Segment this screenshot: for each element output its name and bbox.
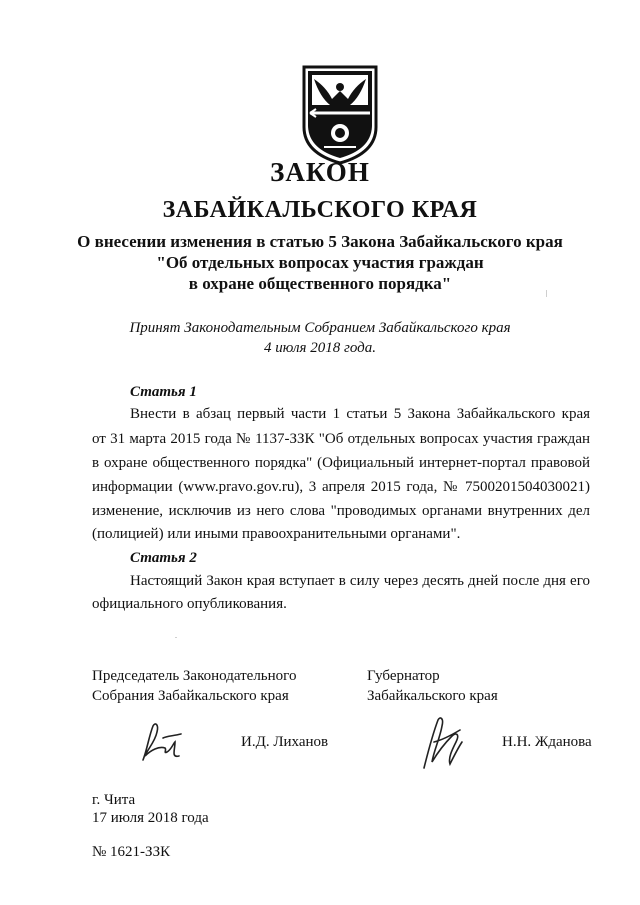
coat-of-arms-emblem bbox=[302, 65, 378, 165]
scan-artifact bbox=[175, 637, 177, 638]
document-type-title: ЗАКОН bbox=[270, 157, 370, 187]
article-1-line: Внести в абзац первый части 1 статьи 5 Закона Забайкальского края bbox=[130, 406, 590, 422]
article-1-heading: Статья 1 bbox=[130, 384, 197, 400]
city: г. Чита bbox=[92, 792, 136, 808]
scan-artifact bbox=[546, 290, 547, 297]
law-subtitle-line: О внесении изменения в статью 5 Закона Забайкальского края bbox=[77, 232, 563, 251]
article-1-line: (полицией) или иными правоохранительными органами". bbox=[92, 526, 461, 542]
right-signatory-name: Н.Н. Жданова bbox=[502, 734, 592, 750]
left-signatory-title: Председатель Законодательного bbox=[92, 668, 297, 684]
right-signatory-title: Забайкальского края bbox=[367, 688, 498, 704]
article-1-line: от 31 марта 2015 года № 1137-ЗЗК "Об отдельных вопросах участия граждан bbox=[92, 431, 590, 447]
law-subtitle-line: в охране общественного порядка" bbox=[188, 274, 452, 293]
article-2-line: официального опубликования. bbox=[92, 596, 287, 612]
region-title: ЗАБАЙКАЛЬСКОГО КРАЯ bbox=[162, 197, 478, 223]
left-signatory-name: И.Д. Лиханов bbox=[241, 734, 329, 750]
law-number: № 1621-ЗЗК bbox=[92, 844, 171, 860]
article-1-line: информации (www.pravo.gov.ru), 3 апреля 2015 года, № 7500201504030021) bbox=[92, 479, 590, 495]
right-handwritten-signature bbox=[414, 712, 466, 774]
adoption-date-line: 4 июля 2018 года. bbox=[264, 340, 376, 356]
signing-date: 17 июля 2018 года bbox=[92, 810, 209, 826]
adoption-note-line: Принят Законодательным Собранием Забайкальского края bbox=[129, 320, 511, 336]
left-handwritten-signature bbox=[137, 720, 185, 766]
law-subtitle-line: "Об отдельных вопросах участия граждан bbox=[156, 253, 484, 272]
right-signatory-title: Губернатор bbox=[367, 668, 440, 684]
article-2-heading: Статья 2 bbox=[130, 550, 197, 566]
article-1-line: в охране общественного порядка" (Официальный интернет-портал правовой bbox=[92, 455, 590, 471]
left-signatory-title: Собрания Забайкальского края bbox=[92, 688, 289, 704]
article-2-line: Настоящий Закон края вступает в силу через десять дней после дня его bbox=[130, 573, 590, 589]
article-1-line: изменение, исключив из него слова "проводимых органами внутренних дел bbox=[92, 503, 590, 519]
